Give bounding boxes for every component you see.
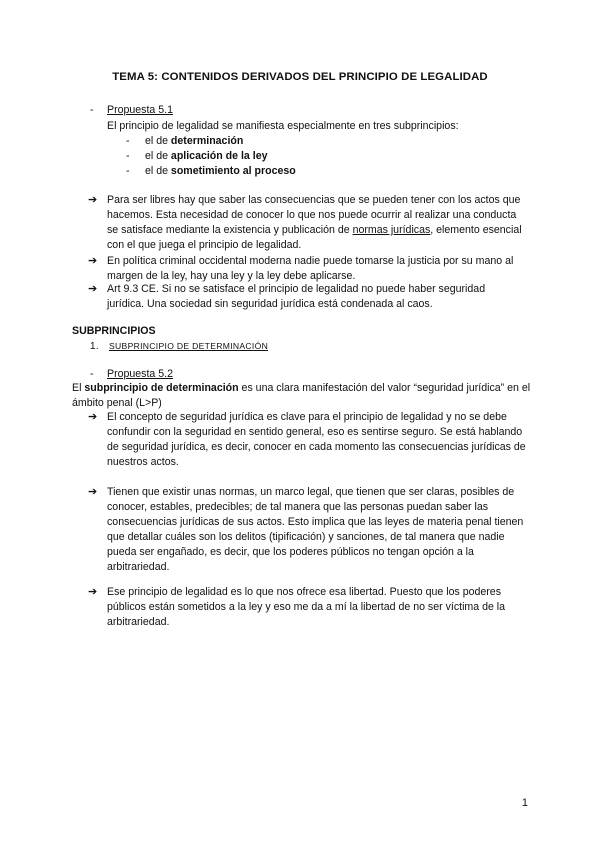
paragraph: El subprincipio de determinación es una clara manifestación del valor “seguridad jurídica” en el ámbito penal (L>P) [72,382,531,409]
item-number: 1. [90,341,99,352]
item-label: SUBPRINCIPIO DE DETERMINACIÓN [109,341,269,351]
list-dash: - [126,165,130,177]
proposal-label: Propuesta 5.2 [107,368,173,380]
proposal-label: Propuesta 5.1 [107,104,173,116]
list-dash: - [126,135,130,147]
normas-link[interactable]: normas jurídicas [352,224,431,236]
list-item-text: el de determinación [145,135,244,147]
arrow-point-text: Art 9.3 CE. Si no se satisface el principio de legalidad no puede haber seguridad jurídica. Una sociedad sin seguridad jurídica está condenada al caos. [107,283,486,310]
arrow-point-text: En política criminal occidental moderna nadie puede tomarse la justicia por su mano al margen de la ley, hay una ley y la ley debe aplicarse. [107,255,514,282]
list-dash: - [90,368,94,380]
page-title: TEMA 5: CONTENIDOS DERIVADOS DEL PRINCIPIO DE LEGALIDAD [112,71,488,83]
list-item-text: el de aplicación de la ley [145,150,268,162]
arrow-icon: ➔ [88,255,98,267]
arrow-icon: ➔ [88,486,98,498]
arrow-point-text: El concepto de seguridad jurídica es clave para el principio de legalidad y no se debe confundir con la seguridad en sentido general, eso es sentirse seguro. Se está hablando de seguridad jurídica, es decir, conocer en cada momento las consecuencias jurídicas de nuestros actos. [107,411,526,468]
arrow-point-text: Tienen que existir unas normas, un marco legal, que tienen que ser claras, posibles de conocer, estables, predecibles; de tal manera que las personas puedan saber las consecuencias jurídicas de sus actos. Esto implica que las leyes de materia penal tienen que detallar cuáles son los delitos (tipificación) y sanciones, de tal manera que nadie pueda ser engañado, es decir, que los poderes públicos no tengan opción a la arbitrariedad. [107,486,524,573]
arrow-icon: ➔ [88,194,98,206]
proposal-intro: El principio de legalidad se manifiesta especialmente en tres subprincipios: [107,120,459,132]
arrow-point-text: Para ser libres hay que saber las consecuencias que se pueden tener con los actos que hacemos. Esta necesidad de conocer lo que nos puede ocurrir al realizar una conducta se satisface mediante la existencia y publicación de normas jurídicas, elemento esencial con el que juega el principio de legalidad. [107,194,522,251]
arrow-icon: ➔ [88,411,98,423]
list-item-text: el de sometimiento al proceso [145,165,296,177]
arrow-point-text: Ese principio de legalidad es lo que nos ofrece esa libertad. Puesto que los poderes públicos están sometidos a la ley y eso me da a mí la libertad de no ser víctima de la arbitrariedad. [107,586,506,628]
page-number: 1 [521,797,528,809]
list-dash: - [90,104,94,116]
section-heading: SUBPRINCIPIOS [72,325,156,337]
list-dash: - [126,150,130,162]
arrow-icon: ➔ [88,586,98,598]
arrow-icon: ➔ [88,283,98,295]
